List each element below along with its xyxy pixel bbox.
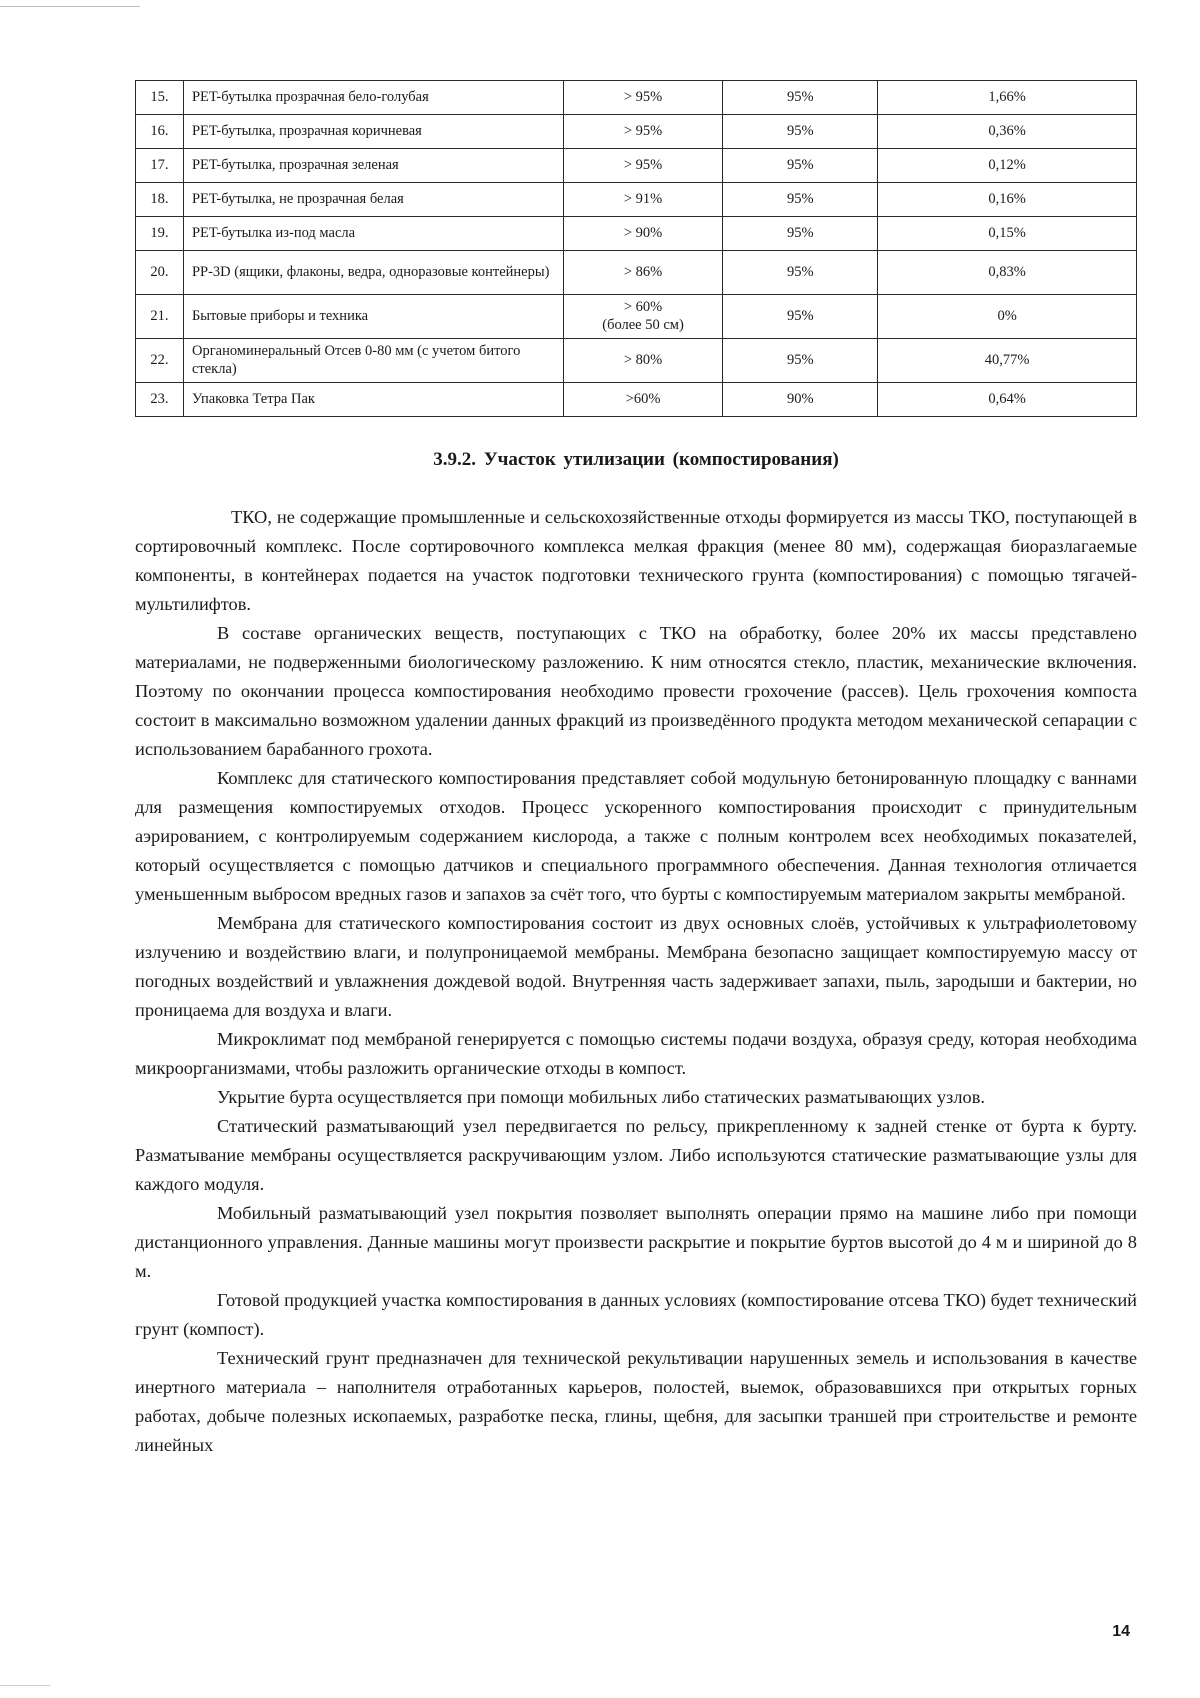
fraction-value-b: 95% <box>723 81 878 115</box>
fraction-value-b: 95% <box>723 183 878 217</box>
fraction-name: PET-бутылка прозрачная бело-голубая <box>183 81 563 115</box>
table-row <box>136 295 1137 339</box>
fraction-value-b: 95% <box>723 295 878 339</box>
row-number: 19. <box>136 217 184 251</box>
fraction-share: 40,77% <box>878 339 1137 383</box>
table-row <box>136 217 1137 251</box>
row-number: 23. <box>136 383 184 417</box>
fraction-value-a-note: (более 50 см) <box>602 316 684 333</box>
fraction-value-a: > 95% <box>563 81 723 115</box>
fraction-value-b: 95% <box>723 251 878 295</box>
row-number: 15. <box>136 81 184 115</box>
fraction-name: PET-бутылка, прозрачная коричневая <box>183 115 563 149</box>
table-row <box>136 183 1137 217</box>
fraction-value-b: 95% <box>723 115 878 149</box>
fraction-share: 0,16% <box>878 183 1137 217</box>
paragraph: Укрытие бурта осуществляется при помощи мобильных либо статических разматывающих узлов. <box>217 1087 985 1107</box>
table-row <box>136 383 1137 417</box>
fraction-value-a-cell <box>563 295 723 339</box>
table-row <box>136 149 1137 183</box>
waste-fractions-table <box>135 80 1137 417</box>
row-number: 16. <box>136 115 184 149</box>
row-number: 18. <box>136 183 184 217</box>
fraction-value-a: > 60% <box>623 299 663 316</box>
table-row <box>136 339 1137 383</box>
row-number: 21. <box>136 295 184 339</box>
fraction-share: 0,36% <box>878 115 1137 149</box>
paragraph: Готовой продукцией участка компостирования в данных условиях (компостирование отсева ТКО) будет технический грунт (компост). <box>135 1290 1137 1339</box>
table-row <box>136 115 1137 149</box>
fraction-name: PP-3D (ящики, флаконы, ведра, одноразовые контейнеры) <box>183 251 563 295</box>
fraction-name: PET-бутылка из-под масла <box>183 217 563 251</box>
fraction-value-a: > 86% <box>563 251 723 295</box>
fraction-value-a: > 95% <box>563 115 723 149</box>
paragraph: Комплекс для статического компостирования представляет собой модульную бетонированную площадку с ваннами для размещения компостируемых отходов. Процесс ускоренного компостирования происходит с принудительным аэрированием, с контролируемым содержанием кислорода, а также с полным контролем всех необходимых показателей, который осуществляется с помощью датчиков и специального программного обеспечения. Данная технология отличается уменьшенным выбросом вредных газов и запахов за счёт того, что бурты с компостируемым материалом закрыты мембраной. <box>135 768 1137 904</box>
fraction-share: 0,12% <box>878 149 1137 183</box>
paragraph: Мобильный разматывающий узел покрытия позволяет выполнять операции прямо на машине либо при помощи дистанционного управления. Данные машины могут произвести раскрытие и покрытие буртов высотой до 4 м и шириной до 8 м. <box>135 1203 1137 1281</box>
fraction-value-b: 95% <box>723 217 878 251</box>
scan-edge-mark-bottom <box>0 1685 50 1686</box>
fraction-value-a: > 95% <box>563 149 723 183</box>
fraction-name: PET-бутылка, прозрачная зеленая <box>183 149 563 183</box>
table-row <box>136 81 1137 115</box>
row-number: 17. <box>136 149 184 183</box>
scan-edge-mark-top <box>0 6 140 7</box>
fraction-share: 1,66% <box>878 81 1137 115</box>
section-title: 3.9.2. Участок утилизации (компостирования) <box>433 449 839 470</box>
fraction-value-b: 95% <box>723 339 878 383</box>
fraction-value-a: > 90% <box>563 217 723 251</box>
fraction-share: 0,83% <box>878 251 1137 295</box>
paragraph: Статический разматывающий узел передвигается по рельсу, прикрепленному к задней стенке от бурта к бурту. Разматывание мембраны осуществляется раскручивающим узлом. Либо используются статические разматывающие узлы для каждого модуля. <box>135 1116 1137 1194</box>
fraction-share: 0,15% <box>878 217 1137 251</box>
fraction-name: Упаковка Тетра Пак <box>183 383 563 417</box>
fraction-value-a: > 91% <box>563 183 723 217</box>
fraction-name: Бытовые приборы и техника <box>183 295 563 339</box>
fraction-value-b: 95% <box>723 149 878 183</box>
paragraph: ТКО, не содержащие промышленные и сельскохозяйственные отходы формируется из массы ТКО, поступающей в сортировочный комплекс. После сортировочного комплекса мелкая фракция (менее 80 мм), содержащая биоразлагаемые компоненты, в контейнерах подается на участок подготовки технического грунта (компостирования) с помощью тягачей-мультилифтов. <box>135 507 1137 614</box>
row-number: 20. <box>136 251 184 295</box>
fraction-value-a: >60% <box>563 383 723 417</box>
paragraph: Микроклимат под мембраной генерируется с помощью системы подачи воздуха, образуя среду, которая необходима микроорганизмами, чтобы разложить органические отходы в компост. <box>135 1029 1137 1078</box>
fraction-value-b: 90% <box>723 383 878 417</box>
page-number: 14 <box>1112 1623 1130 1640</box>
fraction-name: PET-бутылка, не прозрачная белая <box>183 183 563 217</box>
fraction-name: Органоминеральный Отсев 0-80 мм (с учетом битого стекла) <box>183 339 563 383</box>
table-row <box>136 251 1137 295</box>
fraction-value-a: > 80% <box>563 339 723 383</box>
paragraph: В составе органических веществ, поступающих с ТКО на обработку, более 20% их массы представлено материалами, не подверженными биологическому разложению. К ним относятся стекло, пластик, механические включения. Поэтому по окончании процесса компостирования необходимо провести грохочение (рассев). Цель грохочения компоста состоит в максимально возможном удалении данных фракций из произведённого продукта методом механической сепарации с использованием барабанного грохота. <box>135 623 1137 759</box>
row-number: 22. <box>136 339 184 383</box>
paragraph: Мембрана для статического компостирования состоит из двух основных слоёв, устойчивых к ультрафиолетовому излучению и воздействию влаги, и полупроницаемой мембраны. Мембрана безопасно защищает компостируемую массу от погодных воздействий и увлажнения дождевой водой. Внутренняя часть задерживает запахи, пыль, зародыши и бактерии, но проницаема для воздуха и влаги. <box>135 913 1137 1020</box>
paragraph: Технический грунт предназначен для технической рекультивации нарушенных земель и использования в качестве инертного материала – наполнителя отработанных карьеров, полостей, выемок, образовавшихся при открытых горных работах, добыче полезных ископаемых, разработке песка, глины, щебня, для засыпки траншей при строительстве и ремонте линейных <box>135 1348 1137 1455</box>
fraction-share: 0% <box>878 295 1137 339</box>
body-text <box>135 503 1137 1460</box>
fraction-share: 0,64% <box>878 383 1137 417</box>
